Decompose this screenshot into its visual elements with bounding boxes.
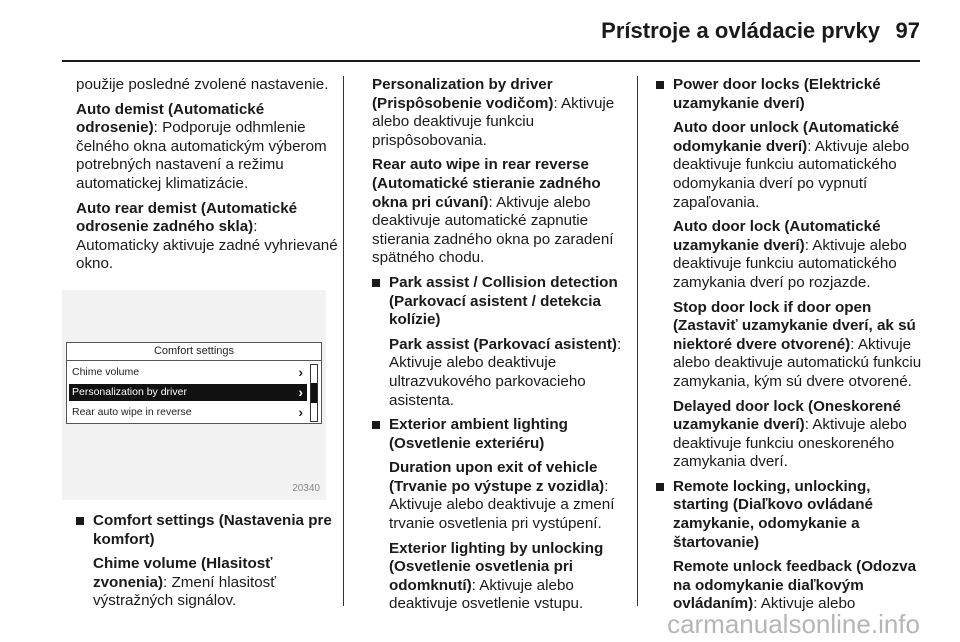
scroll-thumb[interactable] <box>311 383 317 403</box>
paragraph: použije posledné zvolené nastavenie. <box>76 76 329 93</box>
heading-text: Park assist / Collision detection (Parkovací asistent / detekcia kolízie) <box>389 273 618 329</box>
column-2 <box>372 76 628 620</box>
heading-text: Comfort settings (Nastavenia pre komfort) <box>93 512 332 548</box>
menu-item-label: Rear auto wipe in reverse <box>72 406 192 418</box>
column-1-lower <box>76 512 338 617</box>
term: Stop door lock if door open (Zastaviť uzamykanie dverí, ak sú niektoré dvere otvorené) <box>673 298 916 353</box>
watermark: carmanualsonline.info <box>667 609 920 639</box>
chevron-right-icon: › <box>298 384 303 400</box>
page-header-title: Prístroje a ovládacie prvky <box>601 18 880 43</box>
paragraph <box>372 459 628 533</box>
bullet-square-icon <box>372 421 380 429</box>
paragraph <box>656 558 922 614</box>
term: Duration upon exit of vehicle (Trvanie po výstupe z vozidla) <box>389 459 605 495</box>
paragraph <box>656 299 922 392</box>
page-number: 97 <box>895 18 920 43</box>
bullet-heading <box>656 478 922 552</box>
column-1 <box>76 76 338 280</box>
paragraph <box>372 540 628 614</box>
menu-item-label: Personalization by driver <box>72 386 187 398</box>
chevron-right-icon: › <box>298 404 303 420</box>
paragraph <box>656 218 922 292</box>
display-illustration <box>62 290 326 500</box>
term: Remote unlock feedback (Odozva na odomykanie diaľkovým ovládaním) <box>673 558 917 613</box>
heading-text: Power door locks (Elektrické uzamykanie dverí) <box>673 76 881 112</box>
definition: : Podporuje odhmlenie čelného okna automatickým výberom potrebných nastavení a režimu automatickej klimatizácie. <box>76 119 327 192</box>
paragraph <box>372 336 628 410</box>
chevron-right-icon: › <box>298 364 303 380</box>
header-rule <box>62 60 920 62</box>
comfort-settings-screen <box>66 342 322 424</box>
bullet-heading <box>372 274 628 330</box>
bullet-square-icon <box>76 517 84 525</box>
bullet-square-icon <box>656 81 664 89</box>
definition: : Aktivuje alebo deaktivuje a zmení trvanie osvetlenia pri vystúpení. <box>389 477 615 533</box>
term: Delayed door lock (Oneskorené uzamykanie dverí) <box>673 397 901 434</box>
paragraph <box>372 156 628 268</box>
term: Auto door unlock (Automatické odomykanie dverí) <box>673 119 900 155</box>
term: Chime volume (Hlasitosť zvonenia) <box>93 555 273 591</box>
menu-item-chime-volume[interactable] <box>69 364 307 381</box>
screen-divider <box>67 360 321 361</box>
bullet-heading <box>372 416 628 453</box>
bullet-heading <box>76 512 338 549</box>
definition: : Aktivuje alebo deaktivuje funkciu prispôsobovania. <box>372 94 615 149</box>
paragraph <box>372 76 628 150</box>
paragraph <box>656 119 922 212</box>
paragraph <box>656 398 922 472</box>
term: Auto rear demist (Automatické odrosenie zadného skla) <box>76 199 298 236</box>
definition: : Aktivuje alebo deaktivuje funkciu automatického zamykania dverí po rozjazde. <box>673 236 907 291</box>
menu-item-personalization[interactable] <box>69 384 307 401</box>
definition: : Automaticky aktivuje zadné vyhrievané okno. <box>76 218 338 273</box>
menu-item-label: Chime volume <box>72 366 140 378</box>
heading-text: Remote locking, unlocking, starting (Diaľkovo ovládané zamykanie, odomykanie a štartovanie) <box>673 477 873 551</box>
definition: : Aktivuje alebo deaktivuje automatickú funkciu zamykania, kým sú dvere otvorené. <box>673 335 922 390</box>
term: Auto demist (Automatické odrosenie) <box>76 100 265 137</box>
scrollbar[interactable] <box>310 364 318 422</box>
paragraph <box>76 101 338 194</box>
heading-text: Exterior ambient lighting (Osvetlenie exteriéru) <box>389 416 568 452</box>
bullet-square-icon <box>656 483 664 491</box>
definition: : Aktivuje alebo deaktivuje funkciu automatického odomykania dverí po vypnutí zapaľovania. <box>673 137 910 211</box>
paragraph <box>76 200 338 274</box>
menu-item-rear-wipe[interactable] <box>69 404 307 421</box>
column-divider <box>343 76 344 606</box>
definition: : Aktivuje alebo deaktivuje funkciu oneskoreného zamykania dverí. <box>673 416 907 471</box>
term: Rear auto wipe in rear reverse (Automatické stieranie zadného okna pri cúvaní) <box>372 156 601 211</box>
term: Personalization by driver (Prispôsobenie vodičom) <box>372 76 554 112</box>
definition: : Aktivuje alebo <box>753 595 856 613</box>
definition: : Aktivuje alebo deaktivuje ultrazvukového parkovacieho asistenta. <box>389 335 622 409</box>
term: Park assist (Parkovací asistent) <box>389 335 617 353</box>
definition: : Zmení hlasitosť výstražných signálov. <box>93 573 276 610</box>
screen-title: Comfort settings <box>153 345 235 357</box>
definition: : Aktivuje alebo deaktivuje automatické zapnutie stierania zadného okna po zaradení spätného chodu. <box>372 193 614 267</box>
bullet-heading <box>656 76 922 113</box>
column-3 <box>656 76 922 620</box>
paragraph <box>76 555 338 611</box>
image-id: 20340 <box>292 483 320 494</box>
definition: : Aktivuje alebo deaktivuje osvetlenie vstupu. <box>389 576 584 613</box>
term: Exterior lighting by unlocking (Osvetlenie osvetlenia pri odomknutí) <box>389 539 604 594</box>
bullet-square-icon <box>372 279 380 287</box>
term: Auto door lock (Automatické uzamykanie dverí) <box>673 218 881 254</box>
column-divider <box>637 76 638 606</box>
